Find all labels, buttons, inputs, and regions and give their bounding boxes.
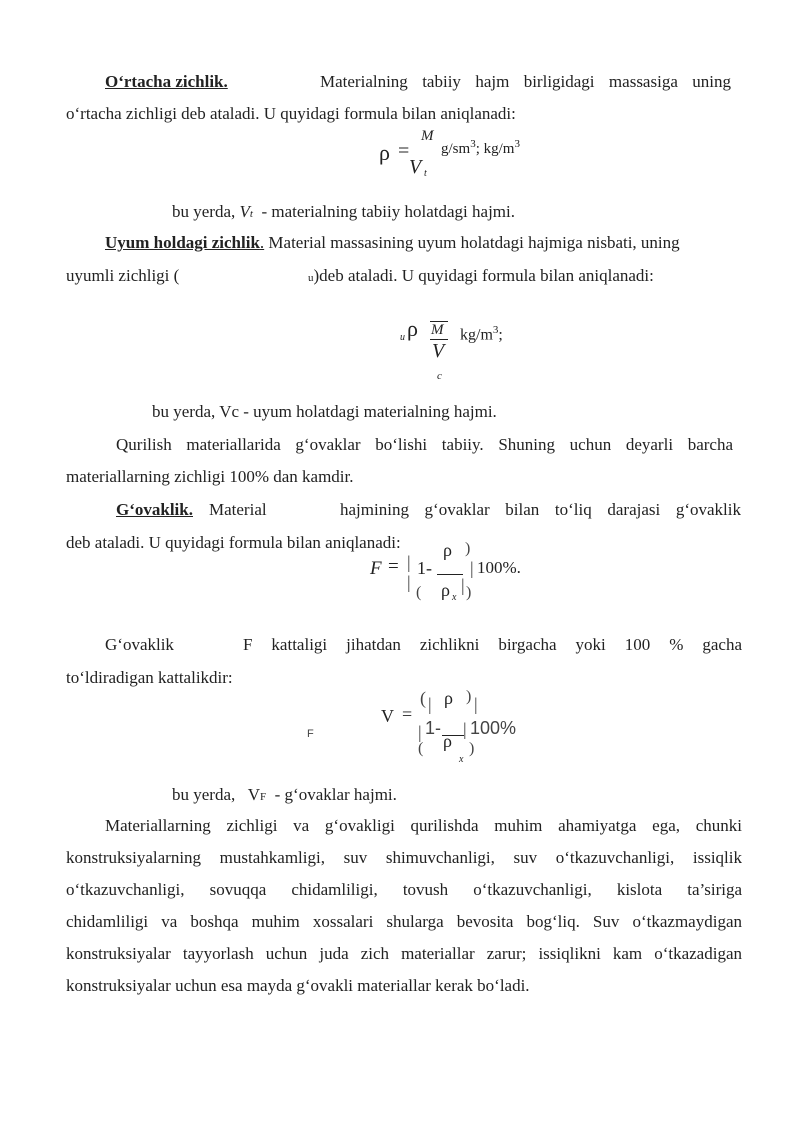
p6-line4: chidamliligi va boshqa muhim xossalari shularga bevosita bog‘liq. Suv o‘tkazmaydigan <box>66 912 742 931</box>
where-line-bulk-volume: bu yerda, Vc - uyum holatdagi materialning hajmi. <box>152 402 497 421</box>
p4-line1b: hajmining g‘ovaklar bilan to‘liq darajasi g‘ovaklik <box>340 500 741 519</box>
p5-line1a: G‘ovaklik <box>105 635 174 654</box>
p5-line1b: F kattaligi jihatdan zichlikni birgacha yoki 100 % gacha <box>243 635 742 654</box>
p1-line2: o‘rtacha zichligi deb ataladi. U quyidagi formula bilan aniqlanadi: <box>66 104 516 123</box>
p2-line1: Uyum holdagi zichlik. Material massasining uyum holatdagi hajmiga nisbati, uning <box>105 233 680 252</box>
heading-porosity: G‘ovaklik. <box>116 500 193 519</box>
p6-line1: Materiallarning zichligi va g‘ovakligi qurilishda muhim ahamiyatga ega, chunki <box>105 816 742 835</box>
p3-line2: materiallarning zichligi 100% dan kamdir. <box>66 467 354 486</box>
p2-line2b: u)deb ataladi. U quyidagi formula bilan aniqlanadi: <box>308 266 654 285</box>
p4-line2: deb ataladi. U quyidagi formula bilan aniqlanadi: <box>66 533 401 552</box>
p4-line1a: Material <box>209 500 267 519</box>
p3-line1: Qurilish materiallarida g‘ovaklar bo‘lishi tabiiy. Shuning uchun deyarli barcha <box>116 435 733 454</box>
p5-line2: to‘ldiradigan kattalikdir: <box>66 668 233 687</box>
heading-average-density: O‘rtacha zichlik. <box>105 72 228 91</box>
p6-last-line: konstruksiyalar uchun esa mayda g‘ovakli materiallar kerak bo‘ladi. <box>66 976 530 995</box>
where-line-pore-volume: bu yerda, VF - g‘ovaklar hajmi. <box>172 785 397 804</box>
p6-line5: konstruksiyalar tayyorlash uchun juda zich materiallar zarur; issiqlikni kam o‘tkazadigan <box>66 944 742 963</box>
where-line-natural-volume: bu yerda, Vt - materialning tabiiy holatdagi hajmi. <box>172 202 515 221</box>
heading-bulk-density: Uyum holdagi zichlik <box>105 233 260 252</box>
p1-line1: Materialning tabiiy hajm birligidagi massasiga uning <box>320 72 731 91</box>
p6-line2: konstruksiyalarning mustahkamligi, suv shimuvchanligi, suv o‘tkazuvchanligi, issiqlik <box>66 848 742 867</box>
p2-line2a: uyumli zichligi ( <box>66 266 180 285</box>
p6-line3: o‘tkazuvchanligi, sovuqqa chidamliligi, tovush o‘tkazuvchanligi, kislota ta’siriga <box>66 880 742 899</box>
document-page: O‘rtacha zichlik. Materialning tabiiy hajm birligidagi massasiga uning o‘rtacha zichligi deb ataladi. U quyidagi formula bilan aniqlanadi: ρ = M V t $g/sm^3$; $kg/m^3$ bu yerda, Vt - materialning tabiiy holatdagi hajmi. Uyum holdagi zichlik. Material massasining uyum holatdagi hajmiga nisbati, uning uyumli zichligi ( u)deb ataladi. U quyidagi formula bilan aniqlanadi: u ρ M V c $kg/m^3$; bu yerda, Vc - uyum holatdagi materialning hajmi. Qurilish materiallarida g‘ovaklar bo‘lishi tabiiy. Shuning uchun deyarli barcha materiallarning zichligi 100% dan kamdir. G‘ovaklik. Material hajmining g‘ovaklar bilan to‘liq darajasi g‘ovaklik deb ataladi. U quyidagi formula bilan aniqlanadi: F = | | ( 1- ρ ) ρ x | ) | 100%. G‘ovaklik F kattaligi jihatdan zichlikni birgacha yoki 100 % gacha to‘ldiradigan kattalikdir: F V = ( | | ( 1- ρ ) | ρ x | ) 100% bu yerda, VF - g‘ovaklar hajmi. Materiallarning zichligi va g‘ovakligi qurilishda muhim ahamiyatga ega, chunki konstruksiyalarning mustahkamligi, suv shimuvchanligi, suv o‘tkazuvchanligi, issiqlik o‘tkazuvchanligi, sovuqqa chidamliligi, tovush o‘tkazuvchanligi, kislota ta’siriga chidamliligi va boshqa muhim xossalari shularga bevosita bog‘liq. Suv o‘tkazmaydigan konstruksiyalar tayyorlash uchun juda zich materiallar zarur; issiqlikni kam o‘tkazadigan konstruksiyalar uchun esa mayda g‘ovakli materiallar kerak bo‘ladi. <box>66 72 742 995</box>
